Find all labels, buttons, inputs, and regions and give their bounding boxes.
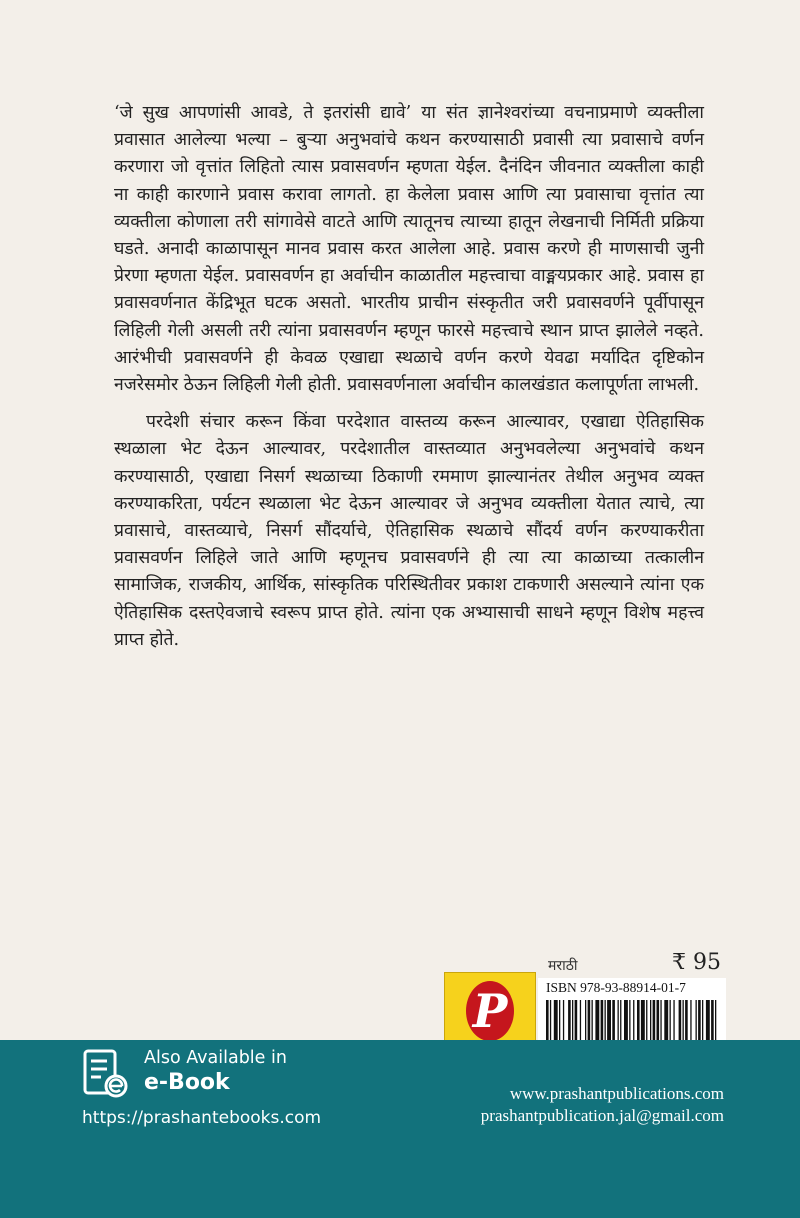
blurb-paragraph-1: ‘जे सुख आपणांसी आवडे, ते इतरांसी द्यावे’ या संत ज्ञानेश्वरांच्या वचनाप्रमाणे व्यक्तीला प्रवासात आलेल्या भल्या – बुऱ्या अनुभवांचे कथन करण्यासाठी प्रवासी त्या प्रवासाचे वर्णन करणारा जो वृत्तांत लिहितो त्यास प्रवासवर्णन म्हणता येईल. दैनंदिन जीवनात व्यक्तीला काही ना काही कारणाने प्रवास करावा लागतो. हा केलेला प्रवास आणि त्या प्रवासाचा वृत्तांत त्या व्यक्तीला कोणाला तरी सांगावेसे वाटते आणि त्यातूनच त्याच्या हातून लेखनाची निर्मिती प्रक्रिया घडते. अनादी काळापासून मानव प्रवास करत आलेला आहे. प्रवास करणे ही माणसाची जुनी प्रेरणा म्हणता येईल. प्रवासवर्णन हा अर्वाचीन काळातील महत्त्वाचा वाङ्मयप्रकार आहे. प्रवास हा प्रवासवर्णनात केंद्रिभूत घटक असतो. भारतीय प्राचीन संस्कृतीत जरी प्रवासवर्णने पूर्वीपासून लिहिली गेली असली तरी त्यांना प्रवासवर्णन म्हणून फारसे महत्त्वाचे स्थान प्राप्त झालेले नव्हते. आरंभीची प्रवासवर्णने ही केवळ एखाद्या स्थळाचे वर्णन करणे येवढा मर्यादित दृष्टिकोन नजरेसमोर ठेऊन लिहिली गेली होती. प्रवासवर्णनाला अर्वाचीन कालखंडात कलापूर्णता लाभली. (114, 103, 704, 396)
publisher-website-link[interactable]: www.prashantpublications.com (509, 1084, 724, 1103)
logo-letter: P (466, 981, 514, 1041)
also-available-text: Also Available in (144, 1048, 287, 1068)
ebook-label: e-Book (144, 1070, 230, 1095)
price-label: ₹ 95 (672, 950, 721, 975)
blurb-paragraph-2: परदेशी संचार करून किंवा परदेशात वास्तव्य करून आल्यावर, एखाद्या ऐतिहासिक स्थळाला भेट देऊन आल्यावर, परदेशातील वास्तव्यात अनुभवलेल्या अनुभवांचे कथन करण्यासाठी, एखाद्या निसर्ग स्थळाच्या ठिकाणी रममाण झाल्यानंतर तेथील अनुभव व्यक्त करण्याकरिता, पर्यटन स्थळाला भेट देऊन आल्यावर जे अनुभव व्यक्तीला येतात त्याचे, त्या प्रवासाचे, वास्तव्याचे, निसर्ग सौंदर्याचे, ऐतिहासिक स्थळाचे सौंदर्य वर्णन करण्याकरीता प्रवासवर्णन लिहिले जाते आणि म्हणूनच प्रवासवर्णने ही त्या त्या काळाच्या तत्कालीन सामाजिक, राजकीय, आर्थिक, सांस्कृतिक परिस्थितीवर प्रकाश टाकणारी असल्याने त्यांना एक ऐतिहासिक दस्तऐवजाचे स्वरूप प्राप्त होते. त्यांना एक अभ्यासाची साधने म्हणून विशेष महत्त्व प्राप्त होते. (114, 412, 704, 650)
isbn-text: ISBN 978-93-88914-01-7 (546, 980, 686, 995)
ebook-icon (82, 1048, 128, 1100)
blurb-text (114, 100, 704, 654)
publisher-email-link[interactable]: prashantpublication.jal@gmail.com (480, 1106, 724, 1125)
ebook-url-link[interactable]: https://prashantebooks.com (82, 1108, 322, 1128)
language-label: मराठी (548, 958, 578, 974)
